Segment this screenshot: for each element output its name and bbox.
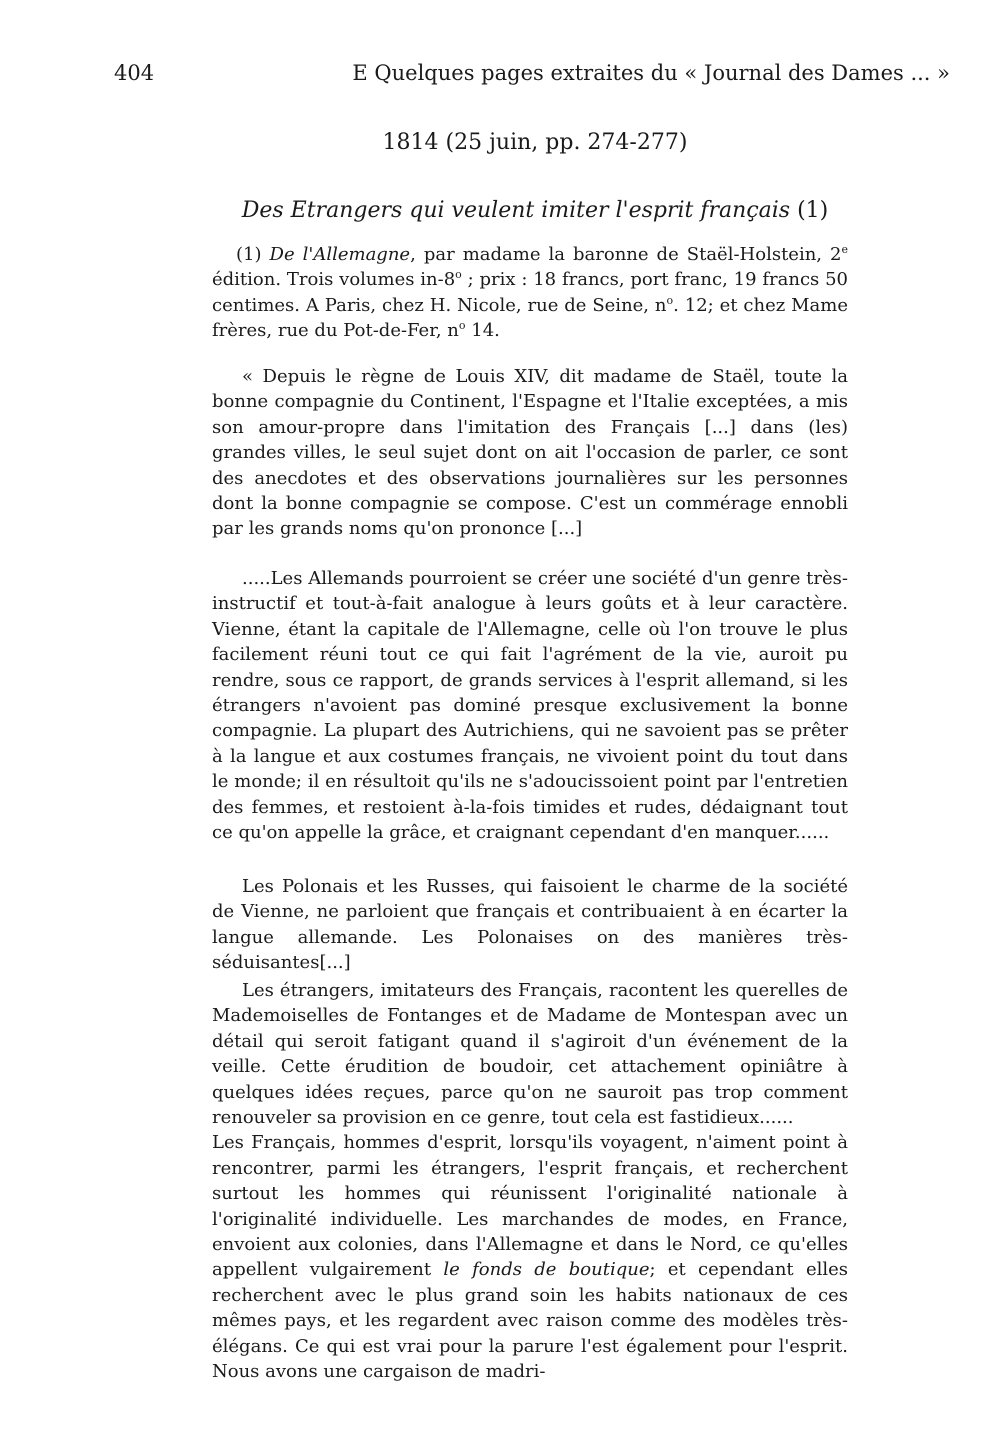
footnote-book-title: De l'Allemagne <box>269 244 411 265</box>
section-heading: 1814 (25 juin, pp. 274-277) <box>382 130 688 155</box>
paragraph-text: .....Les Allemands pourroient se créer une société d'un genre très-instructif et tout-à-fait analogue à leurs goûts et à leur caractère. Vienne, étant la capitale de l'Allemagne, celle où l'on trouve le plus facilement réuni tout ce qui fait l'agrément de la vie, auroit pu rendre, sous ce rapport, de grands services à l'esprit allemand, si les étrangers n'avoient pas dominé presque exclusivement la bonne compagnie. La plupart des Autrichiens, qui ne savoient pas se prêter à la langue et aux costumes français, ne vivoient point du tout dans le monde; il en résultoit qu'ils ne s'adoucissoient point par l'entretien des femmes, et restoient à-la-fois timides et rudes, dédaignant tout ce qu'on appelle la grâce, et craignant cependant d'en manquer...... <box>212 568 848 844</box>
footnote-superscript: o <box>458 319 466 333</box>
quote-paragraph-2 <box>212 566 848 845</box>
body-paragraph-2 <box>212 1130 848 1384</box>
footnote-superscript: e <box>841 243 849 256</box>
quote-paragraph-3 <box>212 874 848 976</box>
paragraph-text: Les Français, hommes d'esprit, lorsqu'ils voyagent, n'aiment point à rencontrer, parmi les étrangers, l'esprit français, et recherchent surtout les hommes qui réunissent l'originalité nationale à l'originalité individuelle. Les marchandes de modes, en France, envoient aux colonies, dans l'Allemagne et dans le Nord, ce qu'elles appellent vulgairement <box>212 1132 848 1281</box>
article-title-text: Des Etrangers qui veulent imiter l'esprit français <box>241 198 791 223</box>
running-title: E Quelques pages extraites du « Journal des Dames ... » <box>352 61 950 85</box>
body-paragraph-1: Les étrangers, imitateurs des Français, racontent les querelles de Mademoiselles de Fontanges et de Madame de Montespan avec un détail qui seroit fatigant quand il s'agiroit d'un événement de la veille. Cette érudition de boudoir, cet attachement opiniâtre à quelques idées reçues, parce qu'on ne sauroit pas trop comment renouveler sa provision en ce genre, tout cela est fastidieux...... <box>212 980 848 1129</box>
paragraph-text: « Depuis le règne de Louis XIV, dit madame de Staël, toute la bonne compagnie du Continent, l'Espagne et l'Italie exceptées, a mis son amour-propre dans l'imitation des Français [...] dans (les) grandes villes, le seul sujet dont on ait l'occasion de parler, ce sont des anecdotes et des observations journalières sur les personnes dont la bonne compagnie se compose. C'est un commérage ennobli par les grands noms qu'on prononce [...] <box>212 366 848 540</box>
footnote-marker: (1) <box>236 244 270 265</box>
footnote-text: édition. Trois volumes in-8 <box>212 269 456 291</box>
quote-paragraph-1 <box>212 364 848 542</box>
footnote-text: . 12; et chez Mame frères, rue du Pot-de-Fer, n <box>212 294 849 342</box>
article-title-footnote-ref: (1) <box>790 198 829 223</box>
page-number: 404 <box>114 61 155 85</box>
body-section <box>212 978 848 1385</box>
paragraph-text: Les Polonais et les Russes, qui faisoient le charme de la société de Vienne, ne parloient que français et contribuaient à en écarter la langue allemande. Les Polonaises on des manières très-séduisantes[...] <box>212 876 848 974</box>
footnote-superscript: o <box>666 293 674 307</box>
italic-phrase: le fonds de boutique <box>443 1259 650 1281</box>
footnote-text: 14. <box>465 320 500 342</box>
paragraph-text: ; et cependant elles recherchent avec le plus grand soin les habits nationaux de ces mêmes pays, et les regardent avec raison comme des modèles très-élégans. Ce qui est vrai pour la parure l'est également pour l'esprit. Nous avons une cargaison de madri- <box>212 1259 849 1383</box>
article-title <box>210 196 860 226</box>
footnote-text: , par madame la baronne de Staël-Holstein, 2 <box>410 244 842 265</box>
footnote-paragraph <box>212 242 848 344</box>
footnote-text: ; prix : 18 francs, port franc, 19 francs 50 centimes. A Paris, chez H. Nicole, rue de Seine, n <box>212 269 848 316</box>
footnote <box>212 242 848 344</box>
running-header <box>100 58 950 88</box>
footnote-superscript: o <box>455 268 462 282</box>
